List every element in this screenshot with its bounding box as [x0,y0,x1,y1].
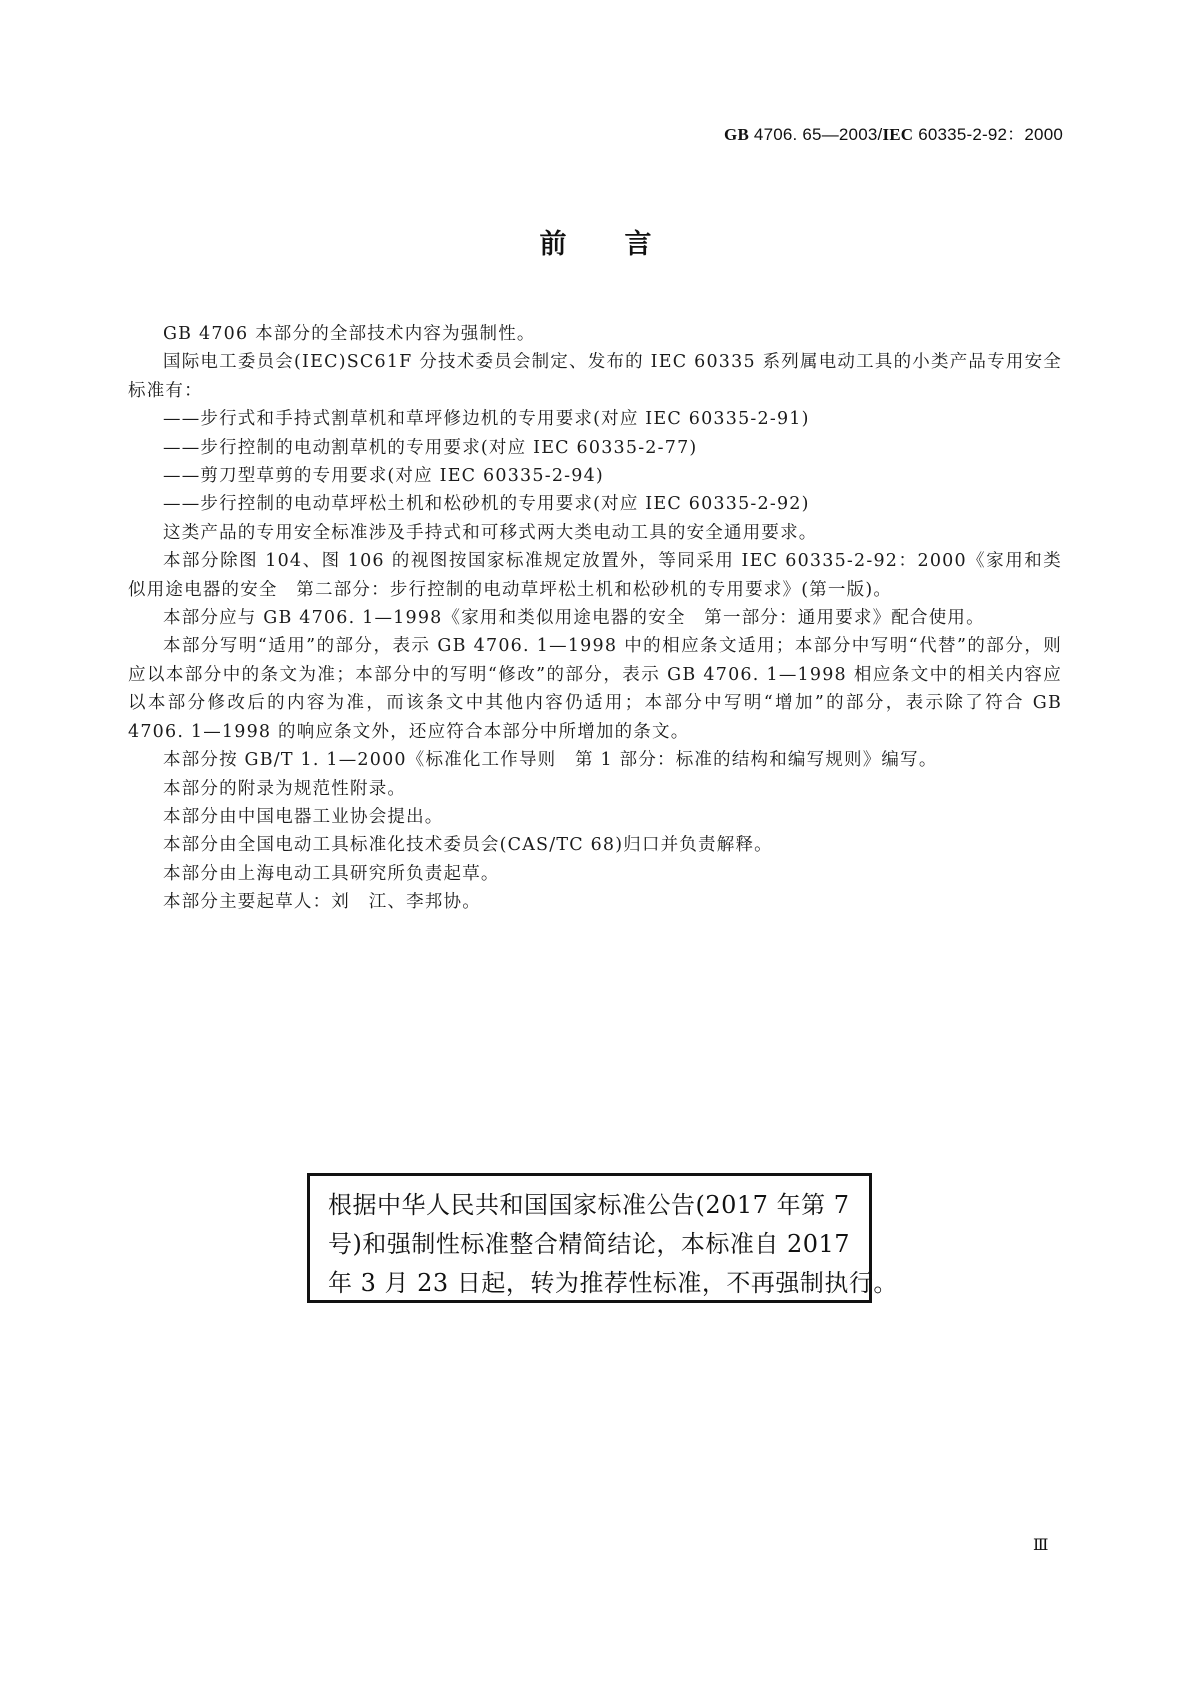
standard-number-header [724,120,1063,145]
standard-number: 4706. 65—2003/ [749,125,883,144]
list-item: ——剪刀型草剪的专用要求(对应 IEC 60335-2-94) [163,466,604,487]
notice-line: 年 3 月 23 日起，转为推荐性标准，不再强制执行。 [328,1269,898,1297]
list-item: ——步行式和手持式割草机和草坪修边机的专用要求(对应 IEC 60335-2-91) [163,409,810,430]
iec-number: 60335-2-92：2000 [913,125,1063,144]
paragraph: 本部分除图 104、图 106 的视图按国家标准规定放置外，等同采用 IEC 60335-2-92：2000《家用和类似用途电器的安全 第二部分：步行控制的电动草坪松土机和松砂机的专用要求》(第一版)。 [128,551,1062,600]
paragraph: 本部分由中国电器工业协会提出。 [163,806,444,827]
page-number: Ⅲ [1033,1537,1049,1554]
paragraph: 本部分由上海电动工具研究所负责起草。 [163,863,500,884]
paragraph: 这类产品的专用安全标准涉及手持式和可移式两大类电动工具的安全通用要求。 [163,522,818,543]
notice-line: 根据中华人民共和国国家标准公告(2017 年第 7 [328,1191,850,1219]
foreword-body [128,320,1062,917]
paragraph: 本部分主要起草人：刘 江、李邦协。 [163,892,481,913]
notice-line: 号)和强制性标准整合精简结论，本标准自 2017 [328,1230,851,1258]
list-item: ——步行控制的电动割草机的专用要求(对应 IEC 60335-2-77) [163,437,698,458]
iec-prefix: IEC [882,125,914,144]
paragraph: 本部分写明“适用”的部分，表示 GB 4706. 1—1998 中的相应条文适用；本部分中写明“代替”的部分，则应以本部分中的条文为准；本部分中的写明“修改”的部分，表示 GB 4706. 1—1998 相应条文中的相关内容应以本部分修改后的内容为准，而该条文中其他内容仍适用；本部分中写明“增加”的部分，表示除了符合 GB 4706. 1—1998 的响应条文外，还应符合本部分中所增加的条文。 [128,636,1062,742]
paragraph: 本部分的附录为规范性附录。 [163,778,407,799]
paragraph: 本部分按 GB/T 1. 1—2000《标准化工作导则 第 1 部分：标准的结构和编写规则》编写。 [163,750,938,771]
paragraph: 本部分由全国电动工具标准化技术委员会(CAS/TC 68)归口并负责解释。 [163,835,773,856]
paragraph: 国际电工委员会(IEC)SC61F 分技术委员会制定、发布的 IEC 60335 系列属电动工具的小类产品专用安全标准有： [128,352,1062,401]
list-item: ——步行控制的电动草坪松土机和松砂机的专用要求(对应 IEC 60335-2-92) [163,494,810,515]
page-title: 前言 [539,229,710,260]
standard-prefix: GB [724,125,749,144]
paragraph: 本部分应与 GB 4706. 1—1998《家用和类似用途电器的安全 第一部分：通用要求》配合使用。 [163,608,985,629]
notice-box [307,1173,898,1303]
paragraph: GB 4706 本部分的全部技术内容为强制性。 [163,324,536,344]
